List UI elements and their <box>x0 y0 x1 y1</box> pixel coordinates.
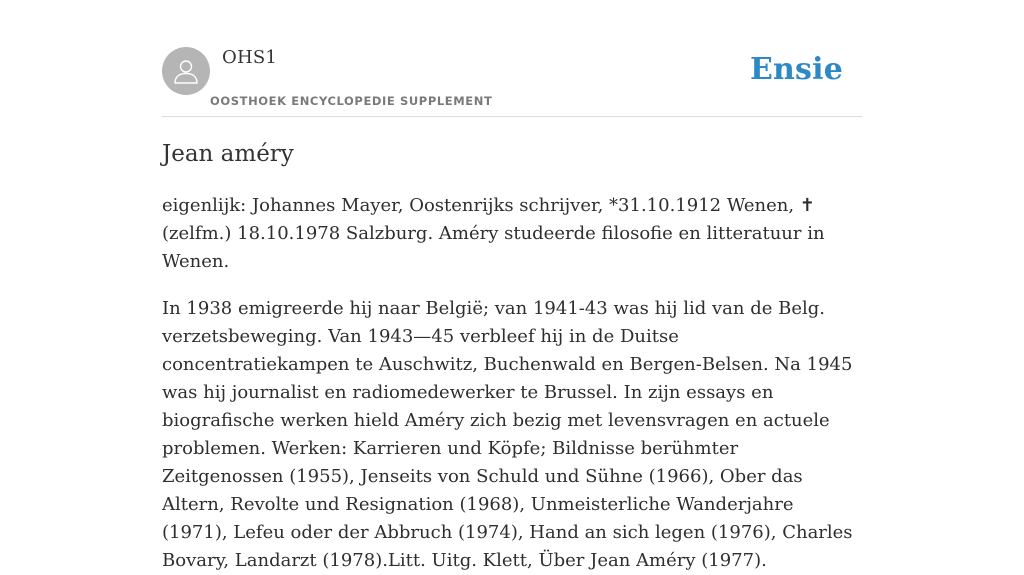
brand-logo-link[interactable]: Ensie <box>749 52 843 87</box>
user-icon <box>171 56 201 86</box>
article-paragraph-1: eigenlijk: Johannes Mayer, Oostenrijks schrijver, *31.10.1912 Wenen, ✝ (zelfm.) 18.10.1978 Salzburg. Améry studeerde filosofie en litteratuur in Wenen. <box>162 195 825 272</box>
user-name-link[interactable]: OHS1 <box>222 47 278 68</box>
article-title: Jean améry <box>162 141 294 167</box>
article-paragraph-2: In 1938 emigreerde hij naar België; van 1941-43 was hij lid van de Belg. verzetsbeweging. Van 1943—45 verbleef hij in de Duitse concentratiekampen te Auschwitz, Buchenwald en Bergen-Belsen. Na 1945 was hij journalist en radiomedewerker te Brussel. In zijn essays en biografische werken hield Améry zich bezig met levensvragen en actuele problemen. Werken: Karrieren und Köpfe; Bildnisse berühmter Zeitgenossen (1955), Jenseits von Schuld und Sühne (1966), Ober das Altern, Revolte und Resignation (1968), Unmeisterliche Wanderjahre (1971), Lefeu oder der Abbruch (1974), Hand an sich legen (1976), Charles Bovary, Landarzt (1978).Litt. Uitg. Klett, Über Jean Améry (1977). <box>162 298 853 571</box>
source-subtitle: OOSTHOEK ENCYCLOPEDIE SUPPLEMENT <box>210 94 493 108</box>
user-avatar[interactable] <box>162 47 210 95</box>
page-header <box>162 40 862 117</box>
article <box>162 138 864 575</box>
